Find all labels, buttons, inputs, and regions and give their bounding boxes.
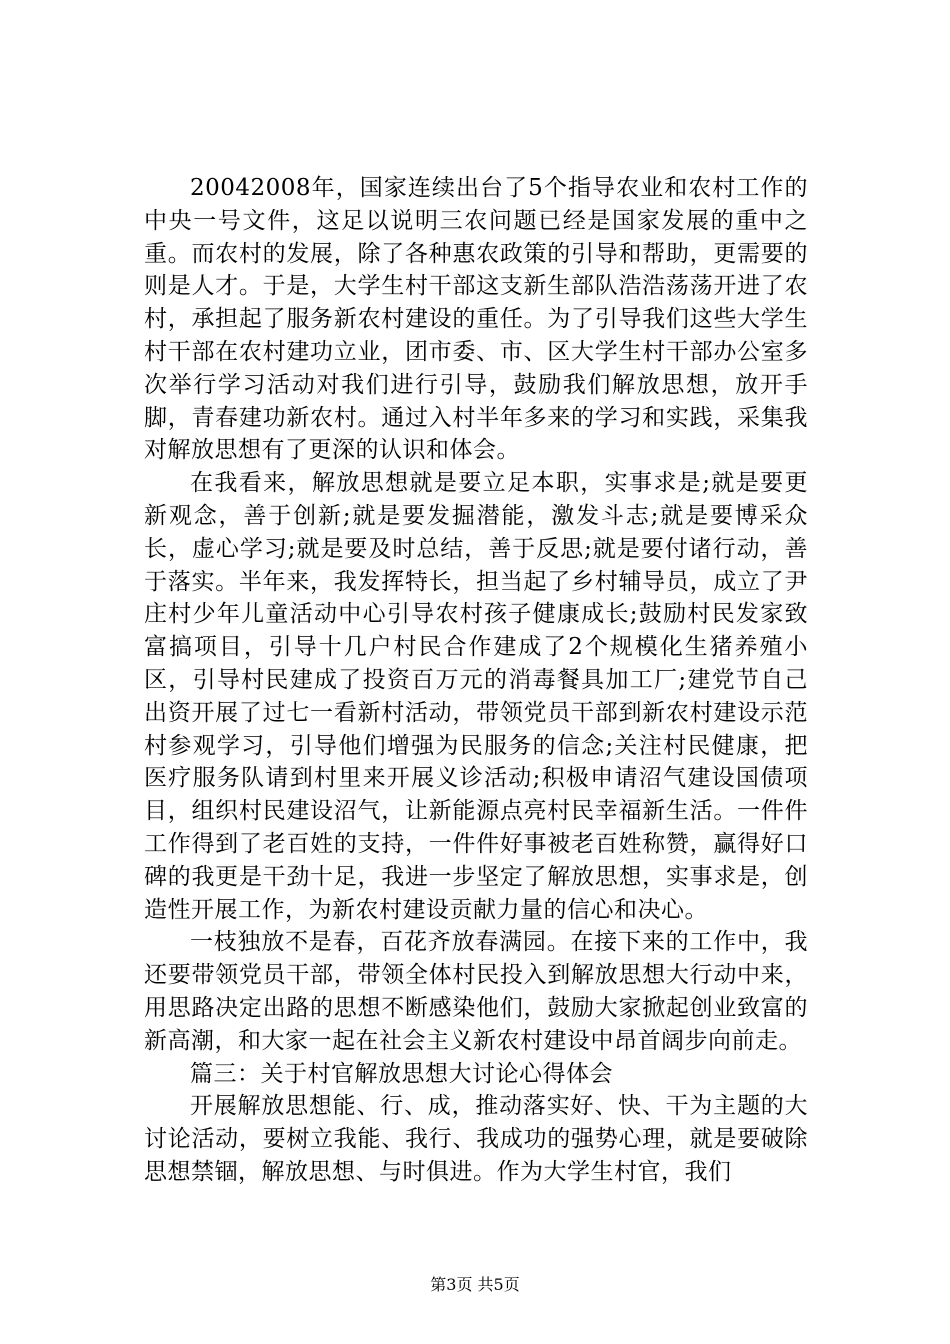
paragraph-3: 一枝独放不是春，百花齐放春满园。在接下来的工作中，我还要带领党员干部，带领全体村民投入到解放思想大行动中来，用思路决定出路的思想不断感染他们，鼓励大家掀起创业致富的新高潮，和大家一起在社会主义新农村建设中昂首阔步向前走。	[144, 929, 808, 1054]
paragraph-4: 开展解放思想能、行、成，推动落实好、快、干为主题的大讨论活动，要树立我能、我行、我成功的强势心理，就是要破除思想禁锢，解放思想、与时俱进。作为大学生村官，我们	[144, 1093, 808, 1185]
page-footer: 第3页 共5页	[430, 1275, 520, 1294]
document-body	[144, 172, 808, 1189]
paragraph-2: 在我看来，解放思想就是要立足本职，实事求是;就是要更新观念，善于创新;就是要发掘潜能，激发斗志;就是要博采众长，虚心学习;就是要及时总结，善于反思;就是要付诸行动，善于落实。半年来，我发挥特长，担当起了乡村辅导员，成立了尹庄村少年儿童活动中心引导农村孩子健康成长;鼓励村民发家致富搞项目，引导十几户村民合作建成了2个规模化生猪养殖小区，引导村民建成了投资百万元的消毒餐具加工厂;建党节自己出资开展了过七一看新村活动，带领党员干部到新农村建设示范村参观学习，引导他们增强为民服务的信念;关注村民健康，把医疗服务队请到村里来开展义诊活动;积极申请沼气建设国债项目，组织村民建设沼气，让新能源点亮村民幸福新生活。一件件工作得到了老百姓的支持，一件件好事被老百姓称赞，赢得好口碑的我更是干劲十足，我进一步坚定了解放思想，实事求是，创造性开展工作，为新农村建设贡献力量的信心和决心。	[144, 470, 808, 923]
paragraph-1: 20042008年，国家连续出台了5个指导农业和农村工作的中央一号文件，这足以说明三农问题已经是国家发展的重中之重。而农村的发展，除了各种惠农政策的引导和帮助，更需要的则是人才。于是，大学生村干部这支新生部队浩浩荡荡开进了农村，承担起了服务新农村建设的重任。为了引导我们这些大学生村干部在农村建功立业，团市委、市、区大学生村干部办公室多次举行学习活动对我们进行引导，鼓励我们解放思想，放开手脚，青春建功新农村。通过入村半年多来的学习和实践，采集我对解放思想有了更深的认识和体会。	[144, 175, 808, 464]
section-heading: 篇三：关于村官解放思想大讨论心得体会	[190, 1060, 613, 1087]
